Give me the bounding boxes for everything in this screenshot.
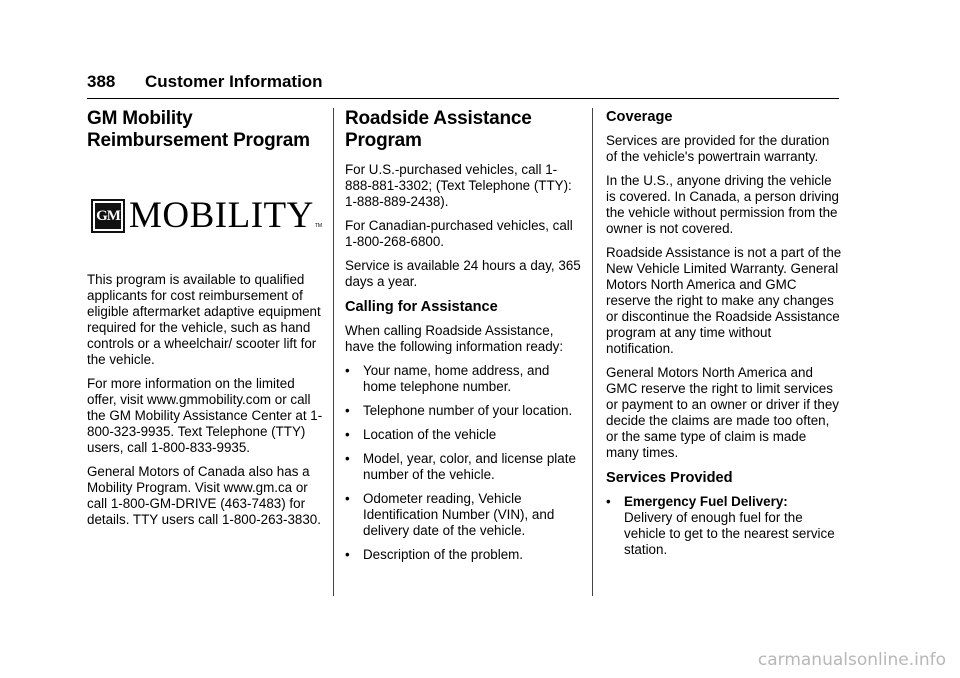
bullet-icon: • (345, 451, 350, 466)
list-item-text: Model, year, color, and license plate number of the vehicle. (363, 451, 576, 482)
service-description: Delivery of enough fuel for the vehicle to get to the nearest service station. (624, 510, 835, 557)
column-mobility (87, 108, 323, 536)
mobility-paragraph: General Motors of Canada also has a Mobility Program. Visit www.gm.ca or call 1-800-GM-DRIVE (463-7483) for details. TTY users call 1-800-263-3830. (87, 464, 321, 527)
calling-intro: When calling Roadside Assistance, have the following information ready: (345, 323, 564, 354)
list-item-text: Your name, home address, and home telephone number. (363, 363, 550, 394)
mobility-wordmark: MOBILITY (129, 195, 314, 236)
coverage-paragraph: General Motors North America and GMC reserve the right to limit services or payment to an owner or driver if they decide the claims are made too often, or the same type of claim is made many times. (606, 365, 839, 460)
coverage-paragraph: In the U.S., anyone driving the vehicle is covered. In Canada, a person driving the vehicle without permission from the owner is not covered. (606, 173, 839, 236)
list-item-text: Location of the vehicle (363, 427, 497, 442)
list-item (345, 451, 581, 483)
column-divider-right (592, 108, 593, 596)
roadside-paragraph: For U.S.-purchased vehicles, call 1-888-881-3302; (Text Telephone (TTY): 1-888-889-2438). (345, 162, 572, 209)
bullet-icon: • (345, 403, 350, 418)
services-heading: Services Provided (606, 470, 733, 486)
bullet-icon: • (345, 491, 350, 506)
bullet-icon: • (345, 363, 350, 378)
section-title: Customer Information (145, 72, 323, 91)
coverage-paragraph: Services are provided for the duration of the vehicle's powertrain warranty. (606, 133, 830, 164)
roadside-paragraph: Service is available 24 hours a day, 365 days a year. (345, 258, 581, 289)
column-coverage (606, 108, 842, 566)
list-item (345, 363, 581, 395)
roadside-paragraph: For Canadian-purchased vehicles, call 1-800-268-6800. (345, 218, 573, 249)
header-divider (87, 98, 839, 99)
services-list (606, 494, 842, 558)
list-item-text: Odometer reading, Vehicle Identification Number (VIN), and delivery date of the vehicle. (363, 491, 555, 538)
list-item (345, 427, 581, 443)
list-item (345, 403, 581, 419)
roadside-heading (345, 108, 581, 152)
list-item-text: Description of the problem. (363, 547, 524, 562)
gm-badge-text: GM (96, 208, 120, 224)
roadside-heading-line1: Roadside Assistance (345, 108, 532, 129)
coverage-paragraph: Roadside Assistance is not a part of the New Vehicle Limited Warranty. General Motors North America and GMC reserve the right to make any changes or discontinue the Roadside Assistance program at any time without notification. (606, 245, 842, 356)
list-item (345, 547, 581, 563)
gm-mobility-logo (91, 195, 323, 236)
bullet-icon: • (345, 427, 350, 442)
list-item-text: Telephone number of your location. (363, 403, 573, 418)
list-item (345, 491, 581, 539)
mobility-paragraph: This program is available to qualified applicants for cost reimbursement of eligible aftermarket adaptive equipment required for the vehicle, such as hand controls or a wheelchair/ scooter lift for the vehicle. (87, 272, 321, 367)
column-roadside (345, 108, 581, 571)
roadside-heading-line2: Program (345, 130, 422, 151)
required-info-list (345, 363, 581, 563)
page-header (87, 70, 839, 98)
mobility-heading-line2: Reimbursement Program (87, 130, 310, 151)
bullet-icon: • (345, 547, 350, 562)
calling-subheading: Calling for Assistance (345, 299, 498, 315)
mobility-paragraph: For more information on the limited offer, visit www.gmmobility.com or call the GM Mobility Assistance Center at 1-800-323-9935. Text Telephone (TTY) users, call 1-800-833-9935. (87, 376, 323, 455)
trademark-mark: TM (314, 223, 323, 229)
bullet-icon: • (606, 494, 611, 509)
column-divider-left (333, 108, 334, 596)
watermark: carmanualsonline.info (757, 650, 946, 670)
service-label: Emergency Fuel Delivery: (624, 494, 788, 509)
mobility-heading-line1: GM Mobility (87, 108, 193, 129)
coverage-heading: Coverage (606, 109, 673, 125)
list-item (606, 494, 842, 558)
page-number: 388 (87, 72, 116, 91)
gm-badge-icon (91, 199, 125, 233)
mobility-heading (87, 108, 323, 152)
